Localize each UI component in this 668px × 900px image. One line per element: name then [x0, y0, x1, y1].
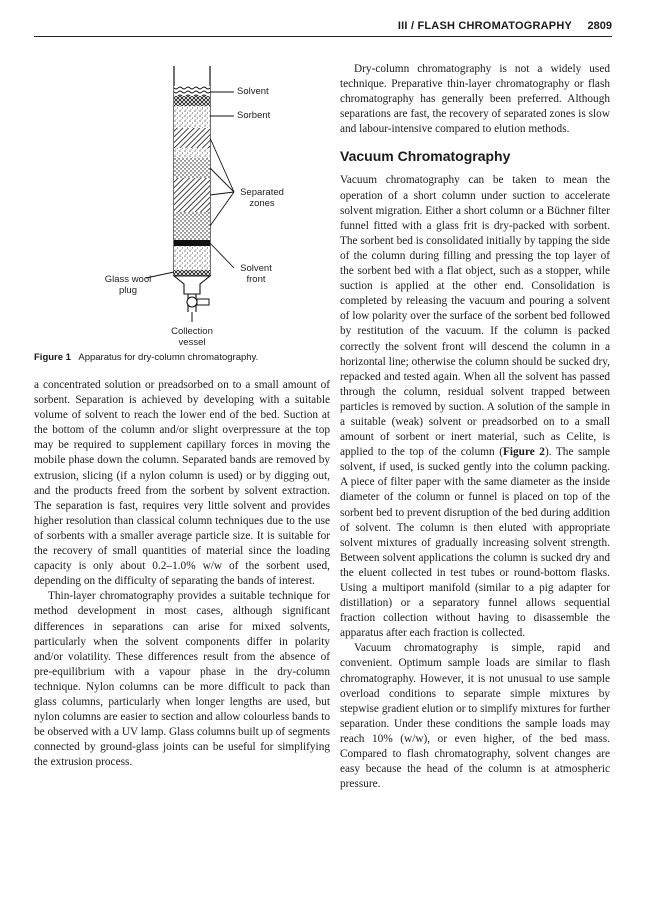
label-glass-wool-line2: plug: [119, 285, 137, 296]
separated-zone-3: [174, 178, 210, 212]
caption-label: Figure 1: [34, 352, 71, 363]
label-separated-zones: [234, 187, 290, 209]
header-title: III / FLASH CHROMATOGRAPHY: [397, 20, 572, 32]
solvent-front-band: [174, 240, 210, 246]
left-paragraph-2: Thin-layer chromatography provides a suitable technique for method development in most cases, although significant differences in separations can arise for mixed solvents, particularly when the solvent components differ in polarity and/or volatility. These differences result from the absence of pre-equilibrium with a vapour phase in the dry-column technique. Nylon columns can be more difficult to pack than glass columns, particularly when longer lengths are used, but nylon columns are easier to section and allow colourless bands to be observed with a UV lamp. Glass columns built up of segments connected by ground-glass joints can be useful for simplifying the extrusion process.: [34, 590, 330, 769]
sorbent-bed: [174, 106, 210, 128]
separated-zone-1: [174, 128, 210, 148]
label-separated-zones-line1: Separated: [240, 187, 284, 198]
label-collection-line1: Collection: [171, 326, 213, 337]
right-paragraph-2-text-b: ). The sample solvent, if used, is sucked gently into the column packing. A piece of filter paper with the same diameter as the inside diameter of the column or funnel is placed on top of the sorbent bed to prevent disruption of the bed during addition of solvent. The column is then eluted with appropriate solvent mixtures of gradually increasing solvent strength. Between solvent applications the column is sucked dry and the eluent collected in test tubes or round-bottom flasks. Using a multiport manifold (similar to a pig adapter for distillation) or a separatory funnel allows sequential fraction collection without having to disassemble the apparatus after each fraction is collected.: [340, 446, 611, 640]
right-paragraph-3: Vacuum chromatography is simple, rapid and convenient. Optimum sample loads are similar to flash chromatography. However, it is not unusual to use sample overload conditions to separate simple mixtures by stepwise gradient elution or to simplify mixtures for further separation. Under these conditions the sample loads may reach 10% (w/w), or even higher, of the bed mass. Compared to flash chromatography, solvent changes are easy because the head of the column is at atmospheric pressure.: [340, 642, 610, 791]
header-rule: [34, 36, 612, 37]
right-paragraph-1: Dry-column chromatography is not a widely used technique. Preparative thin-layer chromatography or flash chromatography has generally been preferred. Although separations are fast, the recovery of separated zones is slow and labour-intensive compared to elution methods.: [340, 63, 610, 136]
label-solvent-front-line1: Solvent: [240, 263, 272, 274]
page-number: 2809: [587, 20, 612, 32]
dry-sorbent: [174, 246, 210, 270]
sorbent-gap-1: [174, 148, 210, 158]
sorbent-top-layer: [174, 96, 210, 106]
figure-caption: [34, 352, 330, 364]
glass-wool-plug: [174, 270, 210, 276]
solvent-layer: [174, 86, 210, 96]
label-glass-wool-line1: Glass wool: [104, 274, 152, 285]
label-collection-line2: vessel: [178, 337, 206, 348]
left-paragraph-1: a concentrated solution or preadsorbed on to a small amount of sorbent. Separation is achieved by developing with a suitable volume of solvent to reach the lower end of the bed. Suction at the bottom of the column and/or slight overpressure at the top may be required to supplement capillary forces in moving the mobile phase down the column. Separated bands are removed by extrusion, slicing (if a nylon column is used) or by digging out, and the products freed from the sorbent by solvent extraction. The separation is fast, requires very little solvent and provides higher resolution than classical column techniques due to the use of sorbents with a smaller average particle size. It is suitable for the recovery of small quantities of material since the loading capacity is only about 0.2–1.0% w/w of the sorbent used, depending on the difficulty of separating the bands of interest.: [34, 379, 330, 588]
section-heading: Vacuum Chromatography: [340, 148, 511, 165]
label-glass-wool-plug: [96, 274, 160, 296]
separated-zone-2: [174, 158, 210, 178]
right-column: [340, 62, 610, 792]
right-paragraph-2: [340, 173, 610, 641]
label-collection-vessel: [162, 326, 222, 348]
left-column: [34, 378, 330, 770]
figure-2-reference[interactable]: Figure 2: [502, 446, 545, 459]
separated-zone-4: [174, 212, 210, 240]
label-solvent-front: [234, 263, 278, 285]
label-solvent-front-line2: front: [246, 274, 266, 285]
right-paragraph-2-text-a: Vacuum chromatography can be taken to mean the operation of a short column under suction to accelerate solvent migration. Either a short column or a Büchner filter funnel fitted with a glass frit is dry-packed with sorbent. The sorbent bed is consolidated initially by tapping the side of the column during filling and pressing the top layer of the sorbent bed with a flat object, such as a stopper, while suction is applied at the other end. Consolidation is completed by releasing the vacuum and pouring a solvent of low polarity over the surface of the sorbent bed followed by restitution of the vacuum. If the column is packed correctly the solvent front will descend the column in a horizontal line; otherwise the column should be sucked dry, repacked and tested again. When all the solvent has passed through the column, residual solvent trapped between particles is removed by suction. A solution of the sample in a suitable (weak) solvent or preadsorbed on to a small amount of sorbent or inert material, such as Celite, is applied to the top of the column (: [340, 174, 610, 459]
label-solvent: Solvent: [237, 86, 269, 97]
stopcock: [174, 276, 210, 322]
caption-text: Apparatus for dry-column chromatography.: [78, 352, 259, 363]
running-header: [0, 20, 668, 40]
figure-1: [34, 50, 330, 368]
label-separated-zones-line2: zones: [249, 198, 275, 209]
label-sorbent: Sorbent: [237, 110, 271, 121]
